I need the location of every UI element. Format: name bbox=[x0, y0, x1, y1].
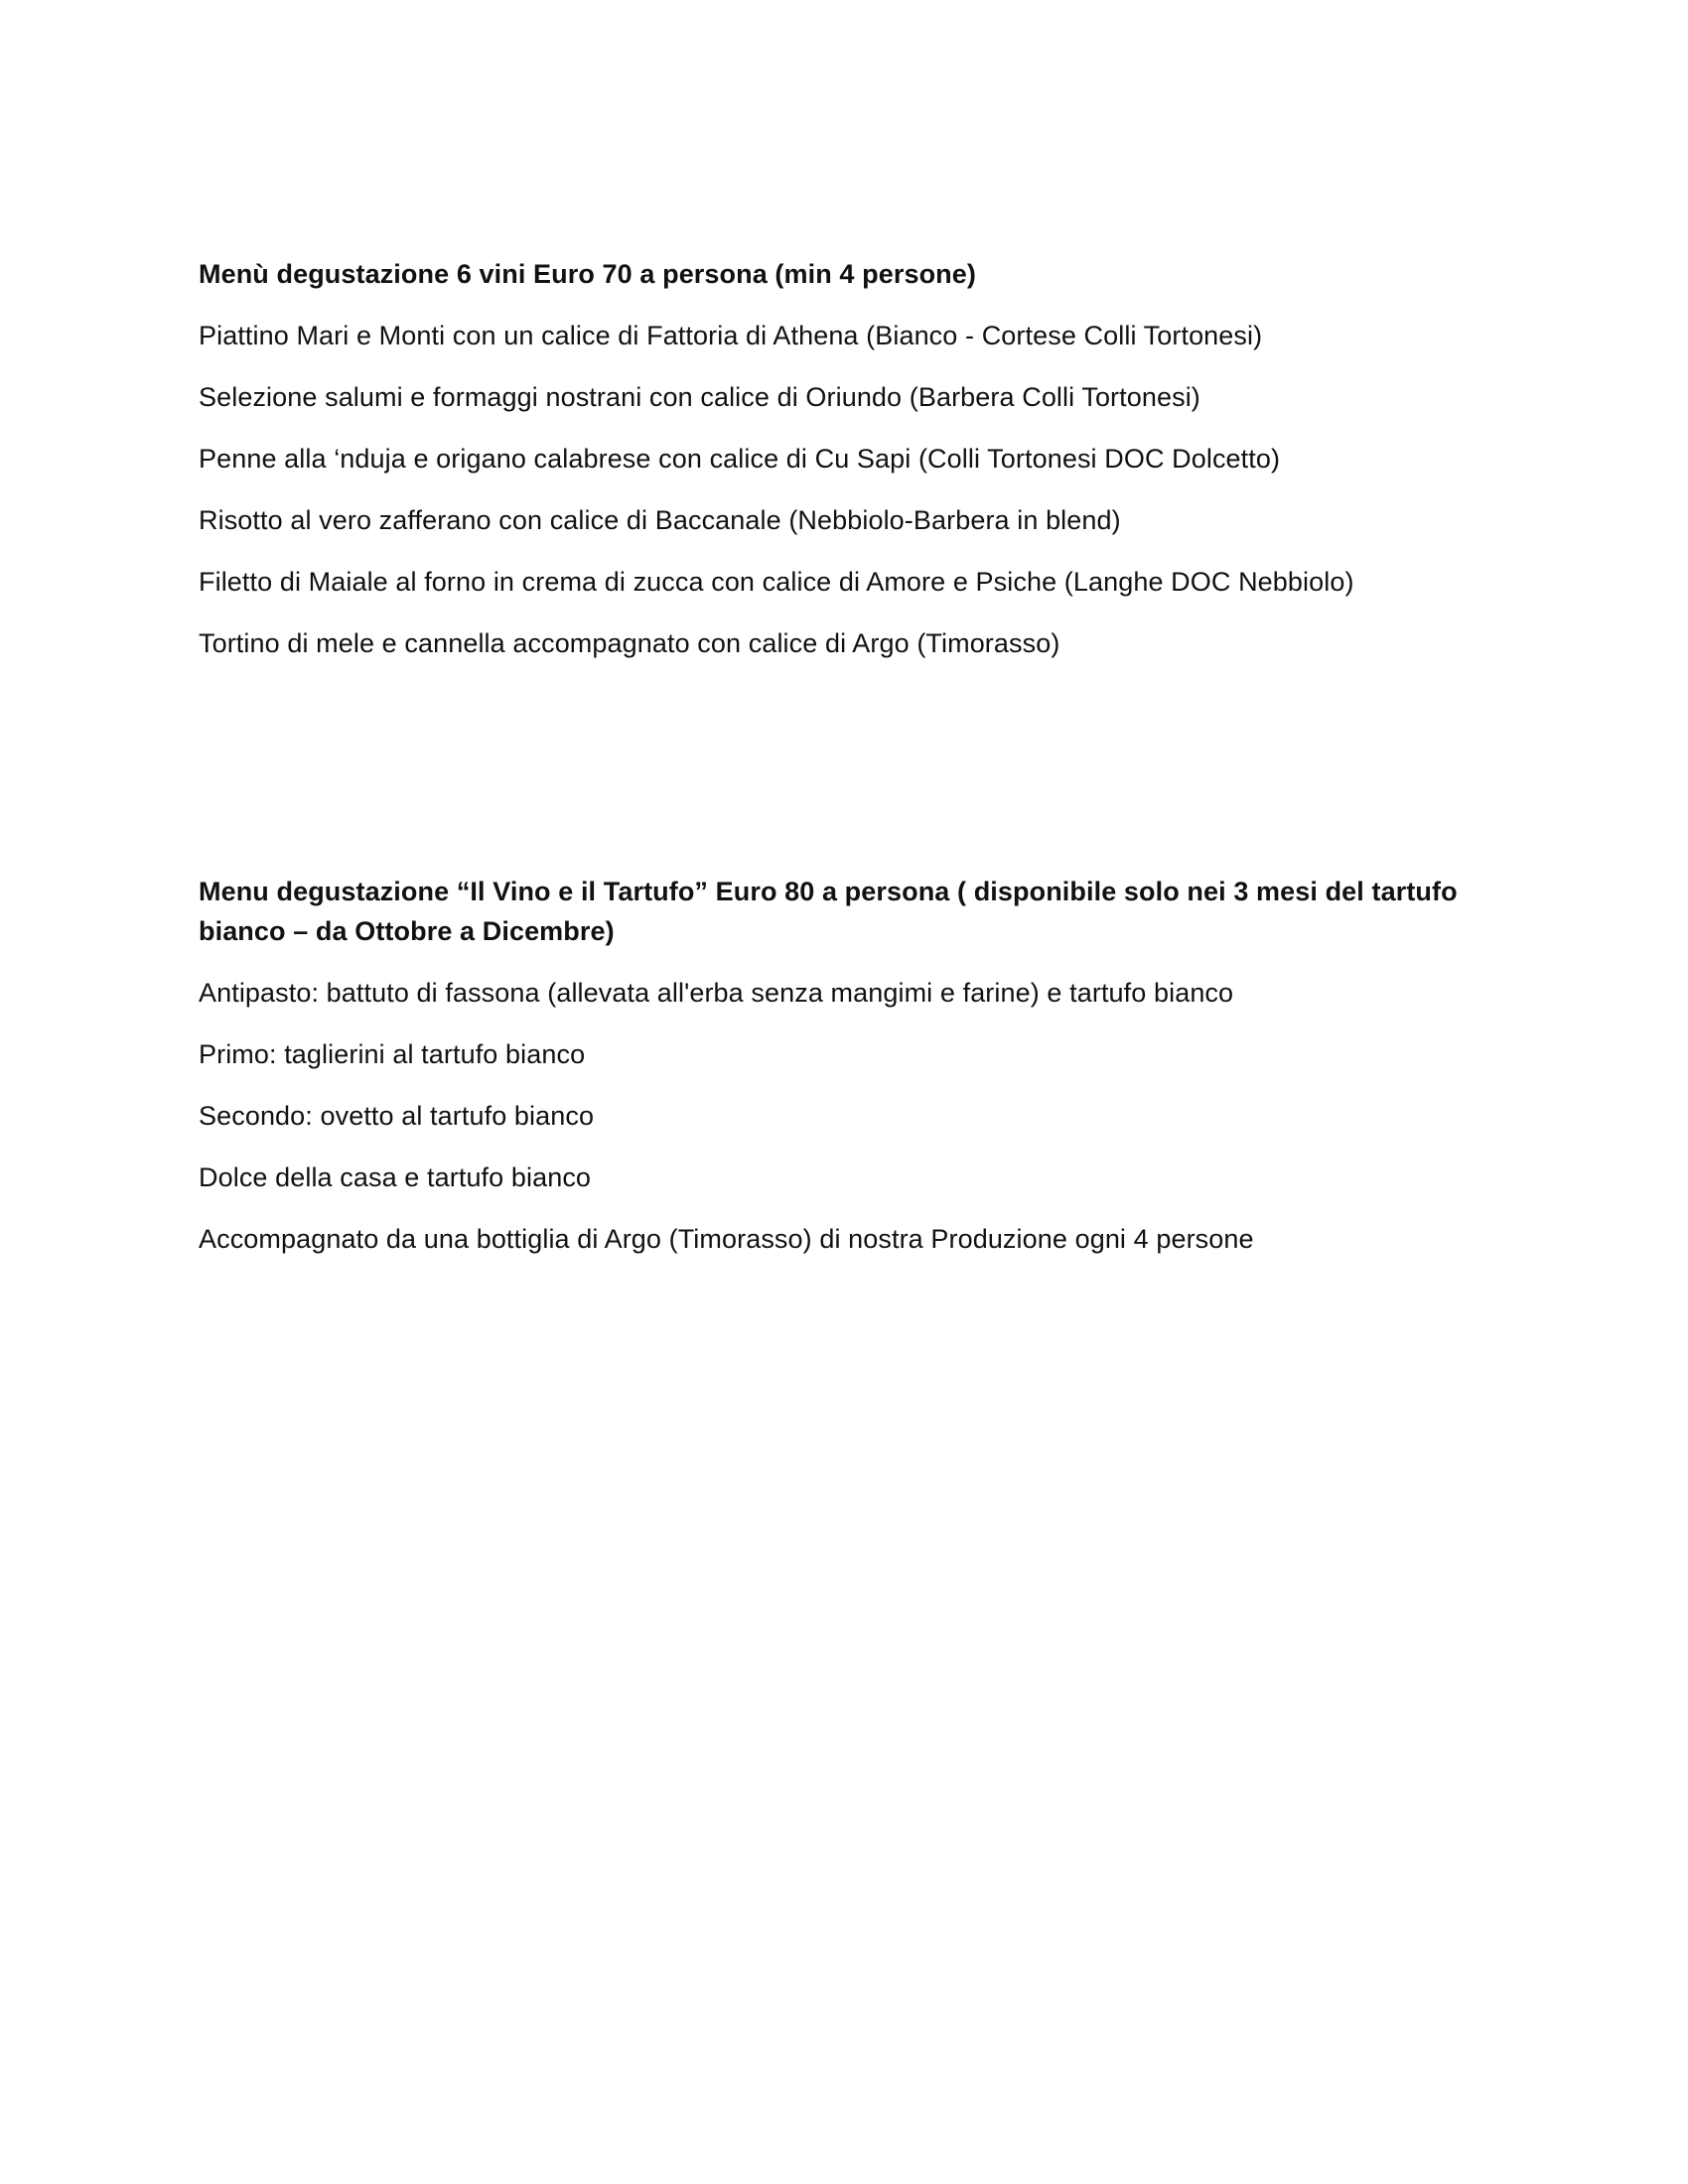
menu-section-6-vini bbox=[199, 254, 1470, 685]
menu-title bbox=[199, 872, 1470, 951]
menu-item: Accompagnato da una bottiglia di Argo (Timorasso) di nostra Produzione ogni 4 persone bbox=[199, 1224, 1254, 1254]
menu-item: Dolce della casa e tartufo bianco bbox=[199, 1162, 592, 1192]
menu-item: Secondo: ovetto al tartufo bianco bbox=[199, 1101, 595, 1131]
menu-item: Tortino di mele e cannella accompagnato con calice di Argo (Timorasso) bbox=[199, 628, 1060, 658]
menu-item: Risotto al vero zafferano con calice di Baccanale (Nebbiolo-Barbera in blend) bbox=[199, 505, 1121, 535]
menu-item: Antipasto: battuto di fassona (allevata all'erba senza mangimi e farine) e tartufo bianco bbox=[199, 978, 1234, 1008]
menu-item: Penne alla ‘nduja e origano calabrese con calice di Cu Sapi (Colli Tortonesi DOC Dolcetto) bbox=[199, 444, 1281, 474]
menu-title-line: Menu degustazione “Il Vino e il Tartufo” Euro 80 a persona ( disponibile solo nei 3 mesi del tartufo bbox=[199, 877, 1458, 906]
menu-title: Menù degustazione 6 vini Euro 70 a persona (min 4 persone) bbox=[199, 259, 976, 289]
menu-item: Primo: taglierini al tartufo bianco bbox=[199, 1039, 586, 1069]
menu-title-line: bianco – da Ottobre a Dicembre) bbox=[199, 916, 615, 946]
menu-item: Piattino Mari e Monti con un calice di Fattoria di Athena (Bianco - Cortese Colli Tortonesi) bbox=[199, 321, 1263, 350]
menu-item: Filetto di Maiale al forno in crema di zucca con calice di Amore e Psiche (Langhe DOC Nebbiolo) bbox=[199, 567, 1354, 597]
menu-section-vino-tartufo bbox=[199, 872, 1470, 1281]
menu-item: Selezione salumi e formaggi nostrani con calice di Oriundo (Barbera Colli Tortonesi) bbox=[199, 382, 1200, 412]
